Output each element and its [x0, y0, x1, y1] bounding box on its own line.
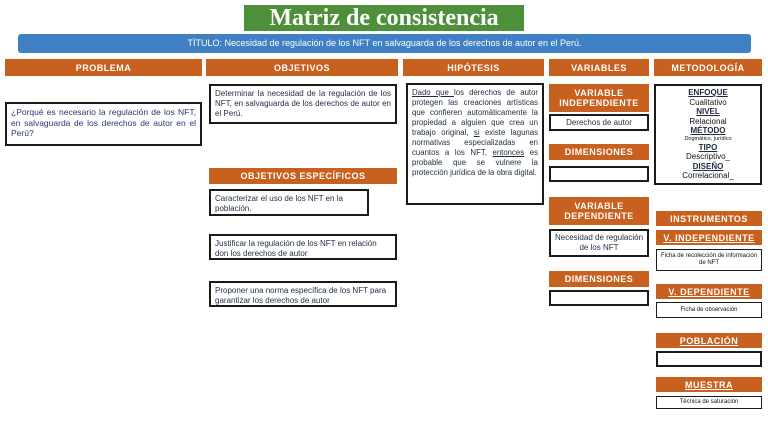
- instrumento-v-dependiente: Ficha de observación: [656, 302, 762, 318]
- hipotesis-si: si: [473, 128, 480, 137]
- problema-box: ¿Porqué es necesario la regulación de los NFT, en salvaguarda de los derechos de autor en el Perú?: [5, 102, 202, 146]
- header-objetivos-especificos: OBJETIVOS ESPECÍFICOS: [209, 168, 397, 184]
- header-v-dependiente: V. DEPENDIENTE: [656, 284, 762, 299]
- subtitle-banner: TÍTULO: Necesidad de regulación de los NFT en salvaguarda de los derechos de autor en el Perú.: [18, 34, 751, 53]
- muestra-box: Técnica de saturación: [656, 396, 762, 409]
- hipotesis-dado-que: Dado que: [412, 88, 454, 97]
- header-dimensiones-2: DIMENSIONES: [549, 271, 649, 287]
- header-variable-dependiente: VARIABLE DEPENDIENTE: [549, 197, 649, 225]
- metodo-title: MÉTODO: [690, 126, 726, 135]
- hipotesis-entonces: entonces: [492, 148, 525, 157]
- header-variables: VARIABLES: [549, 59, 649, 76]
- objetivo-general-box: Determinar la necesidad de la regulación de los NFT, en salvaguarda de los derechos de autor en el Perú.: [209, 84, 397, 124]
- poblacion-box: [656, 351, 762, 367]
- header-hipotesis: HIPÓTESIS: [403, 59, 544, 76]
- enfoque-title: ENFOQUE: [688, 88, 728, 97]
- diseno-value: Correlacional_: [682, 171, 734, 180]
- dimensiones-box-1: [549, 166, 649, 182]
- metodologia-box: [654, 84, 762, 185]
- header-problema: PROBLEMA: [5, 59, 202, 76]
- hipotesis-text-1: los derechos de autor protegen las creaciones artísticas que confieren automáticamente la propiedad a alguien que crea un trabajo original,: [412, 88, 539, 137]
- header-poblacion: POBLACIÓN: [656, 333, 762, 348]
- header-objetivos: OBJETIVOS: [206, 59, 398, 76]
- variable-dependiente-box: Necesidad de regulación de los NFT: [549, 229, 649, 257]
- header-v-independiente: V. INDEPENDIENTE: [656, 230, 762, 245]
- enfoque-value: Cualitativo: [689, 97, 727, 107]
- hipotesis-text-3: es probable que se vulnere la protección jurídica de la obra digital.: [412, 148, 538, 177]
- dimensiones-box-2: [549, 290, 649, 306]
- header-metodologia: METODOLOGÍA: [654, 59, 762, 76]
- header-dimensiones-1: DIMENSIONES: [549, 144, 649, 160]
- nivel-title: NIVEL: [696, 107, 720, 116]
- objetivo-especifico-1: Caracterizar el uso de los NFT en la población.: [209, 189, 369, 216]
- objetivo-especifico-2: Justificar la regulación de los NFT en relación don los derechos de autor: [209, 234, 397, 260]
- page-title: Matriz de consistencia: [244, 5, 524, 31]
- nivel-value: Relacional: [689, 116, 727, 126]
- header-variable-independiente: VARIABLE INDEPENDIENTE: [549, 84, 649, 112]
- hipotesis-text-2: existe lagunas normativas especializadas en cuantos a los NFT,: [412, 128, 539, 157]
- header-instrumentos: INSTRUMENTOS: [656, 211, 762, 226]
- variable-independiente-box: Derechos de autor: [549, 114, 649, 131]
- objetivo-especifico-3: Proponer una norma específica de los NFT para garantizar los derechos de autor: [209, 281, 397, 307]
- header-muestra: MUESTRA: [656, 377, 762, 392]
- tipo-title: TIPO: [698, 142, 718, 152]
- hipotesis-box: [406, 83, 544, 205]
- metodo-value: Dogmático, jurídico: [684, 135, 732, 142]
- instrumento-v-independiente: Ficha de recolección de información de NFT: [656, 249, 762, 271]
- tipo-value: Descriptivo_: [685, 152, 730, 161]
- diseno-title: DISEÑO: [692, 161, 724, 171]
